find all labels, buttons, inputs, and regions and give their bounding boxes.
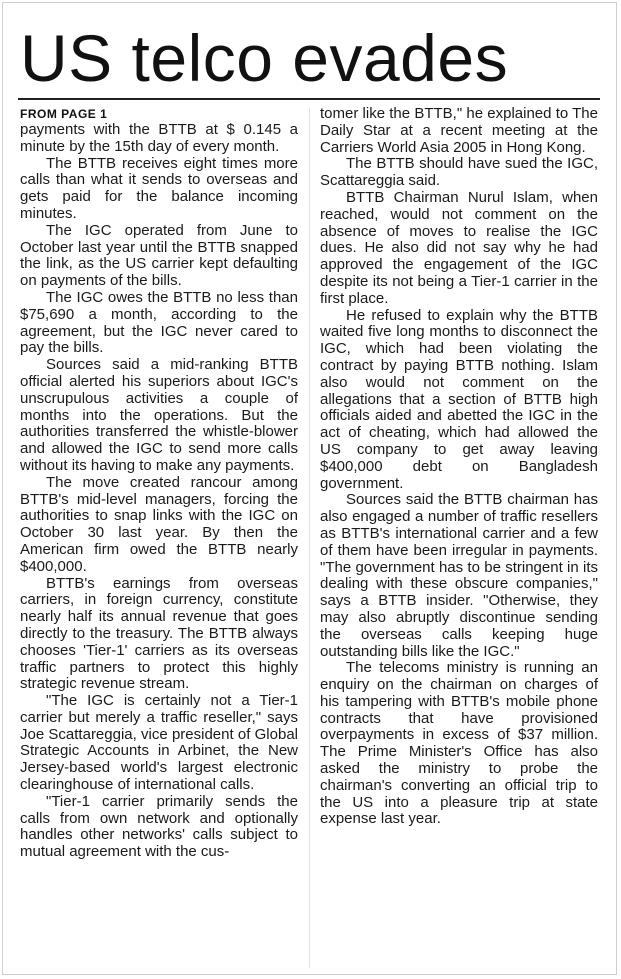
- paragraph: Sources said the BTTB chairman has also engaged a number of traffic resellers as BTTB's international carrier and a few of them have been irregular in payments. "The government has to be stringent in its dealing with these obscure companies," says a BTTB insider. "Otherwise, they may also abruptly discontinue sending the overseas calls keeping huge outstanding bills like the IGC.": [320, 491, 598, 660]
- paragraph: The IGC owes the BTTB no less than $75,690 a month, according to the agreement, but the IGC never cared to pay the bills.: [20, 288, 298, 357]
- paragraph: The IGC operated from June to October last year until the BTTB snapped the link, as the US carrier kept defaulting on payments of the bills.: [20, 221, 298, 290]
- headline: US telco evades: [20, 21, 509, 95]
- paragraph: "The IGC is certainly not a Tier-1 carrier but merely a traffic reseller," says Joe Scattareggia, vice president of Global Strategic Accounts in Arbinet, the New Jersey-based world's largest electronic clearinghouse of international calls.: [20, 692, 298, 794]
- paragraph: BTTB's earnings from overseas carriers, in foreign currency, constitute nearly half its annual revenue that goes directly to the treasury. The BTTB always chooses 'Tier-1' carriers as its overseas traffic partners to protect this highly strategic revenue stream.: [20, 574, 298, 693]
- headline-rule: [18, 98, 600, 100]
- paragraph: payments with the BTTB at $ 0.145 a minute by the 15th day of every month.: [20, 121, 298, 155]
- paragraph: He refused to explain why the BTTB waited five long months to disconnect the IGC, which had been violating the contract by paying BTTB nothing. Islam also would not comment on the allegations that a section of BTTB high officials aided and abetted the IGC in the act of cheating, which had allowed the US company to get away leaving $400,000 debt on Bangladesh government.: [320, 306, 598, 492]
- column-divider: [309, 108, 310, 968]
- paragraph: "Tier-1 carrier primarily sends the calls from own network and optionally handles other networks' calls subject to mutual agreement with the cus-: [20, 792, 298, 861]
- paragraph: BTTB Chairman Nurul Islam, when reached, would not comment on the absence of moves to realise the IGC dues. He also did not say why he had approved the engagement of the IGC despite its not being a Tier-1 carrier in the first place.: [320, 188, 598, 307]
- paragraph: The BTTB receives eight times more calls than what it sends to overseas and gets paid for the balance incoming minutes.: [20, 154, 298, 222]
- paragraph: The BTTB should have sued the IGC, Scattareggia said.: [320, 155, 598, 190]
- paragraph: The move created rancour among BTTB's mid-level managers, forcing the authorities to snap links with the IGC on October 30 last year. By then the American firm owed the BTTB nearly $400,000.: [20, 473, 298, 575]
- article-column-left: [20, 106, 298, 861]
- article-column-right: [320, 106, 598, 828]
- kicker: FROM PAGE 1: [20, 107, 108, 121]
- paragraph: tomer like the BTTB," he explained to The Daily Star at a recent meeting at the Carriers World Asia 2005 in Hong Kong.: [320, 105, 598, 156]
- paragraph: The telecoms ministry is running an enquiry on the chairman on charges of his tampering with BTTB's mobile phone contracts that have provisioned overpayments in excess of $37 million. The Prime Minister's Office has also asked the ministry to probe the chairman's converting an official trip to the US into a pleasure trip at state expense last year.: [320, 659, 598, 828]
- paragraph: Sources said a mid-ranking BTTB official alerted his superiors about IGC's unscrupulous activities a couple of months into the operations. But the authorities transferred the whistle-blower and allowed the IGC to send more calls without its having to make any payments.: [20, 356, 298, 474]
